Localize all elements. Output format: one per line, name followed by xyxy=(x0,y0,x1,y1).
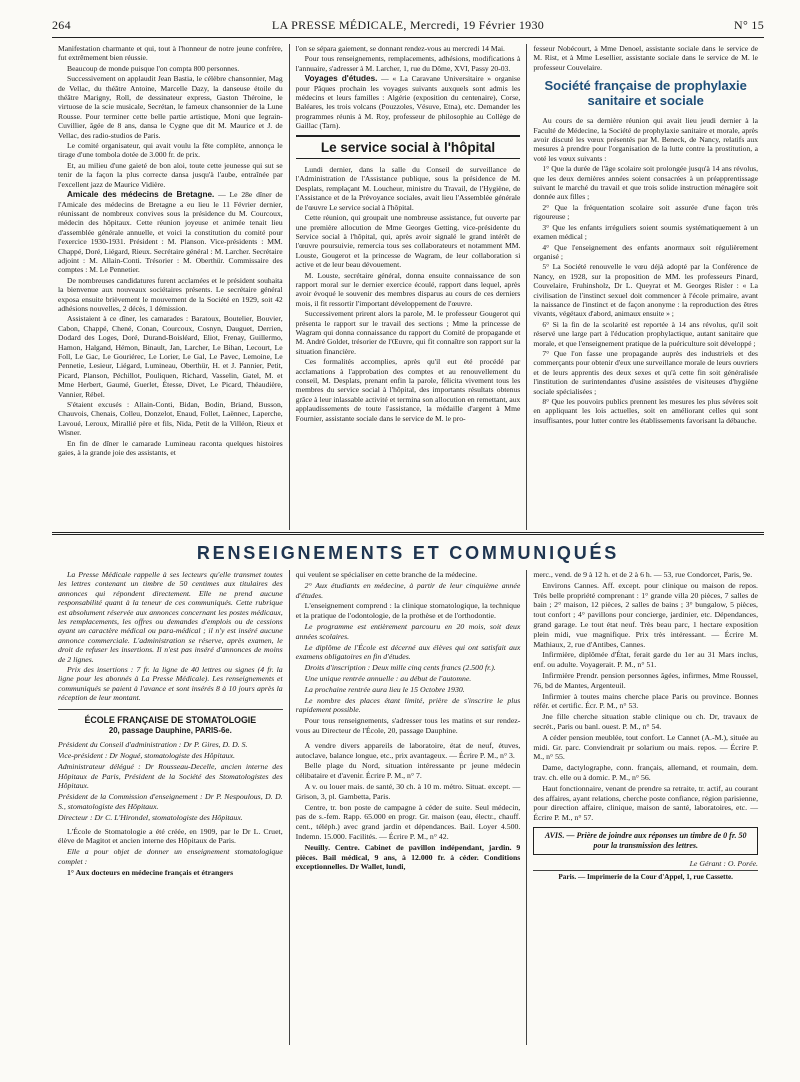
paragraph: L'enseignement comprend : la clinique stomatologique, la technique et la pratique de l'odontologie, de la prothèse et de l'orthodontie. xyxy=(295,601,521,621)
section-title: RENSEIGNEMENTS ET COMMUNIQUÉS xyxy=(196,543,620,563)
column-2 xyxy=(289,44,527,530)
paragraph: Au cours de sa dernière réunion qui avait lieu jeudi dernier à la Faculté de Médecine, la Société de prophylaxie sanitaire et morale, après avoir discuté les vœux présentés par M. Beneck, de Nancy, relatifs aux mesures à prendre pour l'organisation de la lutte contre la prostitution, a voté les vœux suivants : xyxy=(533,116,759,163)
header-rule xyxy=(52,37,764,38)
paragraph: Le diplôme de l'École est décerné aux élèves qui ont satisfait aux examens obligatoires en fin d'études. xyxy=(295,642,521,662)
avis-box: AVIS. — Prière de joindre aux réponses un timbre de 0 fr. 50 pour la transmission des lettres. xyxy=(533,827,758,855)
paragraph: De nombreuses candidatures furent acclamées et le président souhaita la bienvenue aux nouveaux sociétaires présents. Le secrétaire général exposa ensuite brièvement le mouvement de la Société en 1929, soit 42 adhésions nouvelles, 2 décès, 1 démission. xyxy=(58,275,283,313)
classified-ad: Centre, tr. bon poste de campagne à céder de suite. Seul médecin, pas de s.-fem. Rapp. 65.000 en progr. Gr. maison (eau, électr., chauff. cent., téléph.) avec grand jardin et dépendances. Bail. Loyer 4.500. Indemn. 15.000. Facilités. — Écrire P. M., n° 42. xyxy=(295,802,521,841)
paragraph: fesseur Nobécourt, à Mme Denoel, assistante sociale dans le service de M. Rist, et à Mme Lesellier, assistante sociale dans le service de M. le professeur Couvelaire. xyxy=(533,44,759,72)
paragraph: Manifestation charmante et qui, tout à l'honneur de notre jeune confrère, fut extrêmement bien réussie. xyxy=(58,44,283,63)
paragraph: S'étaient excusés : Allain-Conti, Bidan, Bodin, Briand, Busson, Chauvois, Chenais, Colleu, Donzelot, Enaud, Follet, Laënnec, Laperche, Lavoué, Leroux, Mirallié père et fils, Nida, Petit de la Villéon, Rieux et Wisner. xyxy=(58,400,283,438)
school-officer: Président du Conseil d'administration : Dr P. Gires, D. D. S. xyxy=(58,740,248,750)
paragraph: Cette réunion, qui groupait une nombreuse assistance, fut ouverte par une première allocution de Mme Georges Getting, vice-présidente du Service social à l'hôpital, qui, après avoir signalé le grand intérêt de l'œuvre poursuivie, remercia tous ses collaborateurs et notamment MM. Louste, Gougerot et la princesse de Wagram, de leur collaboration si active et de leur beau dévouement. xyxy=(295,213,521,270)
newspaper-page xyxy=(52,18,764,1068)
news-columns xyxy=(52,44,764,530)
paragraph: l'on se sépara gaiement, se donnant rendez-vous au mercredi 14 Mai. xyxy=(295,44,505,53)
paragraph: Une unique rentrée annuelle : au début de l'automne. xyxy=(304,673,472,683)
page-number: 264 xyxy=(52,18,71,32)
classifieds-column-2 xyxy=(289,570,527,1045)
journal-title: LA PRESSE MÉDICALE, Mercredi, 19 Février 1930 xyxy=(271,18,545,32)
school-officer: Vice-président : Dr Nogué, stomatologiste des Hôpitaux. xyxy=(58,751,235,761)
paragraph: 2° Aux étudiants en médecine, à partir de leur cinquième année d'études. xyxy=(295,580,521,600)
paragraph: Le nombre des places étant limité, prière de s'inscrire le plus rapidement possible. xyxy=(295,695,521,715)
school-address: 20, passage Dauphine, PARIS-6e. xyxy=(108,726,232,736)
paragraph: Ces formalités accomplies, après qu'il eut été procédé par acclamations à l'approbation des comptes et au renouvellement du conseil, M. Desplats, prenant enfin la parole, félicita vivement tous les membres du service social à l'hôpital, des importants résultats obtenus grâce à leur inlassable activité et termina son allocution en remettant, aux applaudissements de toute l'assistance, la médaille d'argent à Mme Fournier, assistante sociale dans le service de M. le pro- xyxy=(295,357,521,423)
article-title: Société française de prophylaxie sanitaire et sociale xyxy=(544,78,747,109)
school-officer: Président de la Commission d'enseignement : Dr P. Nespoulous, D. D. S., stomatologiste des Hôpitaux. xyxy=(58,792,283,812)
section-heading: Voyages d'études. xyxy=(304,74,378,84)
column-3 xyxy=(526,44,764,530)
paragraph: 6° Si la fin de la scolarité est reportée à 14 ans révolus, qu'il soit réservé une large part à l'éducation prophylactique, autant sanitaire que morale, et que l'enseignement pratique de la puériculture soit développé ; xyxy=(533,319,759,348)
paragraph-with-heading xyxy=(58,190,283,275)
classified-ad: merc., vend. de 9 à 12 h. et de 2 à 6 h. — 53, rue Condorcet, Paris, 9e. xyxy=(533,570,753,579)
printer-line: Paris. — Imprimerie de la Cour d'Appel, 1, rue Cassette. xyxy=(533,870,758,883)
paragraph: Successivement on applaudit Jean Bastia, le célèbre chansonnier, Mag de Vellac, du théâtre Antoine, Marcelle Dazy, la danseuse étoile du théâtre Marigny, Roll, de dessinateur express, Gaston Théroine, le virtuose de la scie musicale, Secrétan, le fameux chansonnier de la Lune Rousse. Pour terminer cette belle partie artistique, Moni que Iegrain-Cuvillier, âgée de 8 ans, dansa le Cygne que dit M. Maurice et J. de Vellac, des radio-studios de Paris. xyxy=(58,74,283,140)
classified-ad: Dame, dactylographe, conn. français, allemand, et roumain, dem. trav. ch. elle ou à domic. P. M., n° 56. xyxy=(533,763,759,782)
paragraph: Successivement prirent alors la parole, M. le professeur Gougerot qui présenta le rapport sur le travail des sections ; Mme la princesse de Wagram qui donna connaissance du rapport du Comité de propagande et M. André Goldet, trésorier de l'Œuvre, qui fit connaître son rapport sur la situation financière. xyxy=(295,309,521,356)
classifieds-column-3 xyxy=(526,570,764,1045)
school-title: ÉCOLE FRANÇAISE DE STOMATOLOGIE xyxy=(84,714,257,725)
school-officer: Administrateur délégué : Dr Rousseau-Decelle, ancien interne des Hôpitaux de Paris, Président de la Société des Stomatologistes des Hôpitaux. xyxy=(58,761,283,791)
issue-number: N° 15 xyxy=(734,18,764,32)
paragraph: Pour tous renseignements, remplacements, adhésions, modifications à l'annuaire, s'adresser à M. Larcher, 1, rue du Dôme, XVI, Passy 20-03. xyxy=(295,54,521,73)
paragraph: 3° Que les enfants irréguliers soient soumis systématiquement à un examen médical ; xyxy=(533,222,759,242)
paragraph: 8° Que les pouvoirs publics prennent les mesures les plus sévères soit en appliquant les lois actuelles, soit en améliorant celles qui sont insuffisantes, pour lutter contre les établissements favorisant la débauche. xyxy=(533,397,759,425)
paragraph-text: — « La Caravane Universitaire » organise pour Pâques prochain les voyages suivants auxquels sont admis les médecins et leurs familles : Algérie (exposition du centenaire), Corse, Baléares, les trois volcans (Pouzzoles, Vésuve, Etna), etc. Demander les programmes réunis à M. Roy, professeur de philosophie au Collège de Gaillac (Tarn). xyxy=(295,74,521,131)
paragraph: 1° Que la durée de l'âge scolaire soit prolongée jusqu'à 14 ans révolus, que les deux dernières années soient consacrées à un préapprentissage suivant le marché du travail et que trois solide instruction ménagère soit donnée aux filles ; xyxy=(533,164,759,202)
paragraph: L'École de Stomatologie a été créée, en 1909, par le Dr L. Cruet, élève de Magitot et ancien interne des Hôpitaux de Paris. xyxy=(58,826,283,846)
page-header xyxy=(52,18,764,34)
paragraph-with-heading xyxy=(296,74,521,130)
classified-ad: Jne fille cherche situation stable clinique ou ch. Dr, travaux de secrét., Paris ou banl. ouest. P. M., n° 54. xyxy=(533,712,759,731)
classifieds-columns xyxy=(52,570,764,1045)
classified-ad: Belle plage du Nord, situation intéressante pr jeune médecin célibataire et d'avenir. Écrire P. M., n° 7. xyxy=(295,761,521,781)
classified-ad: Infirmière, diplômée d'État, ferait garde du 1er au 31 Mars inclus, enf. ou adulte. Voyagerait. P. M., n° 51. xyxy=(533,650,759,670)
paragraph: 5° La Société renouvelle le vœu déjà adopté par la Conférence de Nancy, en 1928, sur la proposition de MM. les professeurs Pinard, Couvelaire, Fruhinsholz, Dr L. Queyrat et M. Georges Risler : « La civilisation de l'instinct sexuel doit commencer à l'école primaire, avant la naissance de l'instinct et de façon anonyme : la reproduction des êtres vivants, végétaux d'abord, animaux ensuite » ; xyxy=(533,262,759,319)
school-officer: Directeur : Dr C. L'Hirondel, stomatologiste des Hôpitaux. xyxy=(58,812,243,822)
paragraph-text: — Le 28e dîner de l'Amicale des médecins de Bretagne a eu lieu le 11 Février dernier, réunissant de nombreux convives sous la présidence du M. Courcoux, médecin des hôpitaux. Cette réunion joyeuse et animée tenait lieu d'assemblée générale annuelle, et voici la constitution du comité pour l'exercice 1930-1931. Président : M. Planson. Vice-présidents : MM. Chappé, Doré, Liégard, Rieux. Secrétaire général : M. Larcher. Secrétaire adjoint : M. Allain-Conti. Trésorier : M. Oberthür. Commissaire des comptes : M. Le Pennetier. xyxy=(58,190,283,275)
paragraph: La prochaine rentrée aura lieu le 15 Octobre 1930. xyxy=(304,684,465,694)
column-1 xyxy=(52,44,289,530)
paragraph: En fin de dîner le camarade Lumineau raconta quelques histoires gaies, à la grande joie des assistants, et xyxy=(58,438,283,458)
classified-ad: Neuilly. Centre. Cabinet de pavillon indépendant, jardin. 9 pièces. Bail médical, 9 ans, à 12.000 fr. à céder. Conditions exceptionnelles. Dr Wallet, lundi, xyxy=(295,842,521,872)
paragraph: 4° Que l'enseignement des enfants anormaux soit régulièrement organisé ; xyxy=(533,242,759,261)
manager-signature: Le Gérant : O. Porée. xyxy=(689,858,759,868)
paragraph: Elle a pour objet de donner un enseignement stomatologique complet : xyxy=(58,847,283,867)
paragraph: 7° Que l'on fasse une propagande auprès des industriels et des commerçants pour obtenir d'eux une surveillance morale de leurs ouvriers et de leurs apprentis des deux sexes et qu'à cette fin soit généralisée l'institution de surintendantes d'usine assistées de visiteuses d'hygiène sociale spécialisées ; xyxy=(533,348,759,396)
paragraph: 2° Que la fréquentation scolaire soit assurée d'une façon très rigoureuse ; xyxy=(533,202,759,222)
paragraph: 1° Aux docteurs en médecine français et étrangers xyxy=(67,867,234,877)
section-heading: Amicale des médecins de Bretagne. xyxy=(67,190,215,200)
paragraph: Droits d'inscription : Deux mille cinq cents francs (2.500 fr.). xyxy=(304,663,496,673)
classifieds-column-1 xyxy=(52,570,289,1045)
classified-ad: Haut fonctionnaire, venant de prendre sa retraite, tr. actif, au courant des affaires, ayant relations, cherche poste confiance, région parisienne, pour direction affaire, clinique, maison de santé, laboratoires, etc. — Écrire P. M., n° 57. xyxy=(533,783,759,823)
paragraph: Lundi dernier, dans la salle du Conseil de surveillance de l'Administration de l'Assistance publique, sous la présidence de M. Desplats, remplaçant M. Loucheur, ministre du Travail, de l'Hygiène, de l'Assistance et de la Prévoyance sociales, avait lieu l'Assemblée générale de l'œuvre Le service social à l'hôpital. xyxy=(295,165,521,212)
notice-text: La Presse Médicale rappelle à ses lecteurs qu'elle transmet toutes les lettres contenant un timbre de 50 centimes aux titulaires des annonces qui répondent directement. Elle ne prend aucune responsabilité quant à la teneur de ces communiqués. Cette rubrique est absolument réservée aux annonces concernant les postes médicaux, les remplacements, les offres ou demandes d'emplois ou de cessions ayant un caractère médical ou para-médical ; il n'y est inséré aucune annonce commerciale. L'administration se réserve, après examen, le droit de refuser les insertions. Il n'est pas inséré d'annonces de moins de 2 lignes. xyxy=(58,570,283,664)
editorial-notice xyxy=(58,570,283,710)
paragraph: Assistaient à ce dîner, les camarades : Baratoux, Boutelier, Bouvier, Cabon, Chappé, Chené, Conan, Courcoux, Cosnyn, Dauguet, Derrien, Dodard des Loges, Doré, Durand-Boisléard, Eliot, Frenay, Guillermo, Hamon, Halgand, Hémon, Binault, Jan, Larcher, Le Bihan, Lecourt, Le Foll, Le Gac, Le Gouriérec, Le Lorier, Le Gal, Le Pavec, Lemoine, Le Pennetie, Lesieur, Liégard, Lumineau, Oberthür, H. et J. Pannier, Petit, Picard, Planson, Péchillot, Pouliquen, Richard, Vasselin, Gatel, M. et Mme Herbert, Gaumé, Guerlet, Étesse, Divet, Le Picard, Théaudière, Vannier, Rébel. xyxy=(58,314,283,399)
section-rule xyxy=(52,532,764,535)
article-title: Le service social à l'hôpital xyxy=(296,135,521,159)
paragraph: Et, au milieu d'une gaieté de bon aloi, toute cette jeunesse qui sut se tenir de la façon la plus correcte dansa jusqu'à l'aube, entraînée par l'excellent jazz de Maurice Vidière. xyxy=(58,160,283,189)
classified-ad: A v. ou louer mais. de santé, 30 ch. à 10 m. métro. Situat. except. — Grison, 3, pl. Gambetta, Paris. xyxy=(295,781,521,801)
paragraph: Pour tous renseignements, s'adresser tous les matins et sur rendez-vous au Directeur de l'École, 20, passage Dauphine. xyxy=(295,716,521,735)
paragraph: Beaucoup de monde puisque l'on compta 800 personnes. xyxy=(67,63,240,73)
notice-prices: Prix des insertions : 7 fr. la ligne de 40 lettres ou signes (4 fr. la ligne pour les abonnés à La Presse Médicale). Les renseignements et communiqués se paient à l'avance et sont insérés 8 à 10 jours après la réception de leur montant. xyxy=(58,665,283,703)
paragraph: Le programme est entièrement parcouru en 20 mois, soit deux années scolaires. xyxy=(295,621,521,641)
paragraph: M. Louste, secrétaire général, donna ensuite connaissance de son rapport moral sur le dernier exercice écoulé, rapport dans lequel, après avoir évoqué le souvenir des membres disparus au cours de ces derniers mois, il fit ressortir l'important développement de l'œuvre. xyxy=(295,270,521,308)
classified-ad: Infirmier à toutes mains cherche place Paris ou province. Bonnes référ. et certific. Écr. P. M., n° 53. xyxy=(533,691,759,711)
classified-ad: Environs Cannes. Aff. except. pour clinique ou maison de repos. Très belle propriété comprenant : 1° grande villa 20 pièces, 7 salles de bain ; 2° maison, 12 pièces, 2 salles de bains ; 3° bungalow, 5 pièces, tout confort ; 4° pavillons pour concierge, jardinier, etc. Dépendances, grand garage. Le tout état neuf. Très beau parc, 1 hectare exposition plein midi, vue magnifique. Prix très intéressant. — Écrire M. Mathiaux, 2, rue d'Antibes, Cannes. xyxy=(533,580,759,649)
paragraph: qui veulent se spécialiser en cette branche de la médecine. xyxy=(295,570,478,579)
classified-ad: A céder pension meublée, tout confort. Le Cannet (A.-M.), située au midi. Gr. parc. Conviendrait pr solarium ou mais. repos. — Écrire P. M., n° 55. xyxy=(533,732,759,762)
classified-ad: Infirmière Prendr. pension personnes âgées, infirmes, Mme Roussel, 76, bd de Mantes, Argenteuil. xyxy=(533,670,759,690)
classified-ad: A vendre divers appareils de laboratoire, état de neuf, étuves, autoclave, balance longue, etc., prix avantageux. — Écrire P. M., n° 3. xyxy=(295,740,521,760)
paragraph: Le comité organisateur, qui avait voulu la fête complète, annonça le tirage d'une tombola dotée de 3.000 fr. de prix. xyxy=(58,141,283,160)
